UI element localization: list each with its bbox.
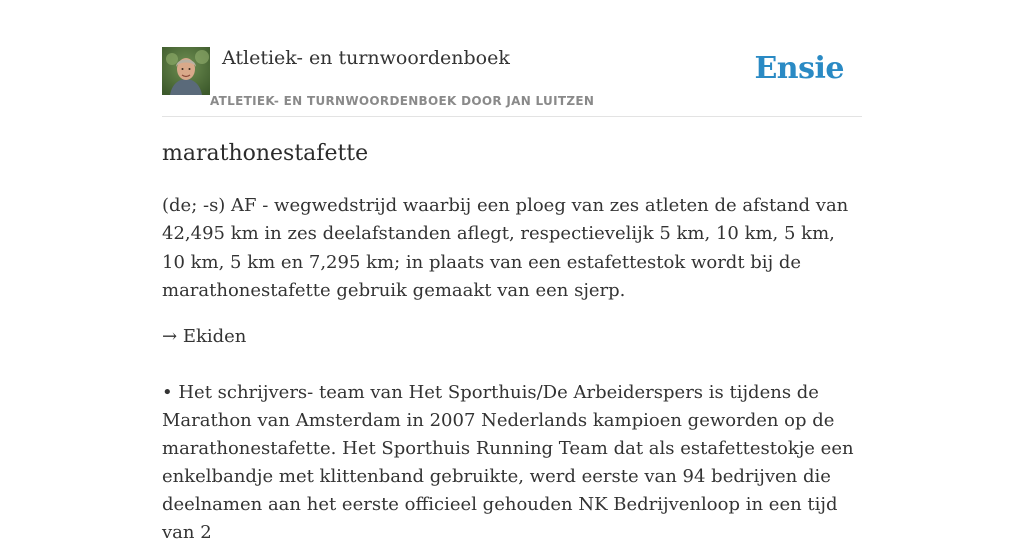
- avatar-image: [162, 47, 210, 95]
- entry-definition: (de; -s) AF - wegwedstrijd waarbij een ploeg van zes atleten de afstand van 42,495 km in zes deelafstanden aflegt, respectievelijk 5 km, 10 km, 5 km, 10 km, 5 km en 7,295 km; in plaats van een estafettestok wordt bij de marathonestafette gebruik gemaakt van een sjerp.: [162, 195, 849, 302]
- entry-example: • Het schrijvers- team van Het Sporthuis/De Arbeiderspers is tijdens de Marathon van Amsterdam in 2007 Nederlands kampioen geworden op de marathonestafette. Het Sporthuis Running Team dat als estafettestokje een enkelbandje met klittenband gebruikte, werd eerste van 94 bedrijven die deelnamen aan het eerste officieel gehouden NK Bedrijvenloop in een tijd van 2: [162, 381, 854, 544]
- see-also: [162, 323, 862, 351]
- see-also-link-ekiden[interactable]: Ekiden: [182, 325, 247, 347]
- dictionary-title[interactable]: Atletiek- en turnwoordenboek: [222, 47, 510, 69]
- ensie-logo-link[interactable]: Ensie: [754, 51, 844, 86]
- entry-headword: marathonestafette: [162, 141, 369, 166]
- entry-content: [162, 136, 862, 547]
- dictionary-subtitle: ATLETIEK- EN TURNWOORDENBOEK DOOR JAN LUITZEN: [210, 94, 595, 108]
- arrow-right-icon: →: [162, 325, 178, 347]
- site-header: [162, 46, 862, 117]
- author-avatar[interactable]: [162, 47, 210, 95]
